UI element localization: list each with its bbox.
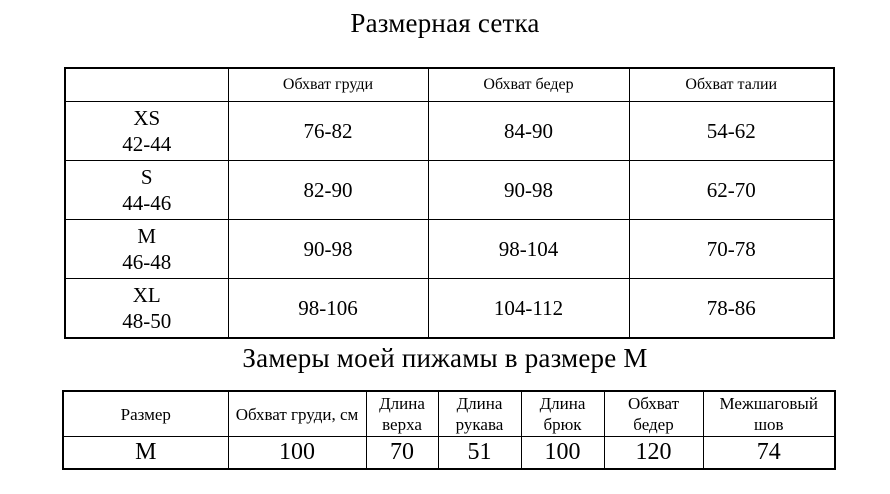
header-cell-inseam: Межшаговый шов [703,391,835,437]
header-cell-size [65,68,228,102]
size-chart-table [64,67,835,339]
hips-value: 104-112 [428,279,629,338]
waist-value: 78-86 [629,279,834,338]
pants-length-value: 100 [521,437,604,469]
hips-value: 90-98 [428,161,629,220]
size-label-cell [65,279,228,338]
header-cell-size: Размер [63,391,228,437]
size-chart-title: Размерная сетка [350,8,540,38]
hips-value: 84-90 [428,102,629,161]
inseam-value: 74 [703,437,835,469]
chest-value: 98-106 [228,279,428,338]
size-code: S [140,165,153,190]
sleeve-length-value: 51 [438,437,521,469]
chest-value: 100 [228,437,366,469]
header-cell-sleeve-length: Длина рукава [438,391,521,437]
size-label-cell [65,220,228,279]
size-value: M [63,437,228,469]
table-row-s [65,161,834,220]
header-cell-waist: Обхват талии [629,68,834,102]
hips-value: 98-104 [428,220,629,279]
header-cell-chest-cm: Обхват груди, см [228,391,366,437]
chest-value: 90-98 [228,220,428,279]
table-row-xl [65,279,834,338]
size-label-cell [65,102,228,161]
size-code: XL [132,282,161,307]
size-ru-range: 42-44 [122,132,172,157]
size-code: M [137,224,157,249]
chest-value: 82-90 [228,161,428,220]
size-ru-range: 48-50 [122,309,172,334]
waist-value: 54-62 [629,102,834,161]
size-ru-range: 46-48 [122,250,172,275]
header-cell-hips: Обхват бедер [604,391,703,437]
size-label-cell [65,161,228,220]
size-ru-range: 44-46 [122,191,172,216]
measurements-table [62,390,836,470]
hips-value: 120 [604,437,703,469]
header-cell-pants-length: Длина брюк [521,391,604,437]
waist-value: 62-70 [629,161,834,220]
measurements-data-row [63,437,835,469]
header-cell-hips: Обхват бедер [428,68,629,102]
size-code: XS [133,106,161,131]
table-row-xs [65,102,834,161]
header-cell-top-length: Длина верха [366,391,438,437]
top-length-value: 70 [366,437,438,469]
size-chart-header-row [65,68,834,102]
header-cell-chest: Обхват груди [228,68,428,102]
measurements-header-row [63,391,835,437]
measurements-title: Замеры моей пижамы в размере М [242,342,648,373]
waist-value: 70-78 [629,220,834,279]
table-row-m [65,220,834,279]
chest-value: 76-82 [228,102,428,161]
